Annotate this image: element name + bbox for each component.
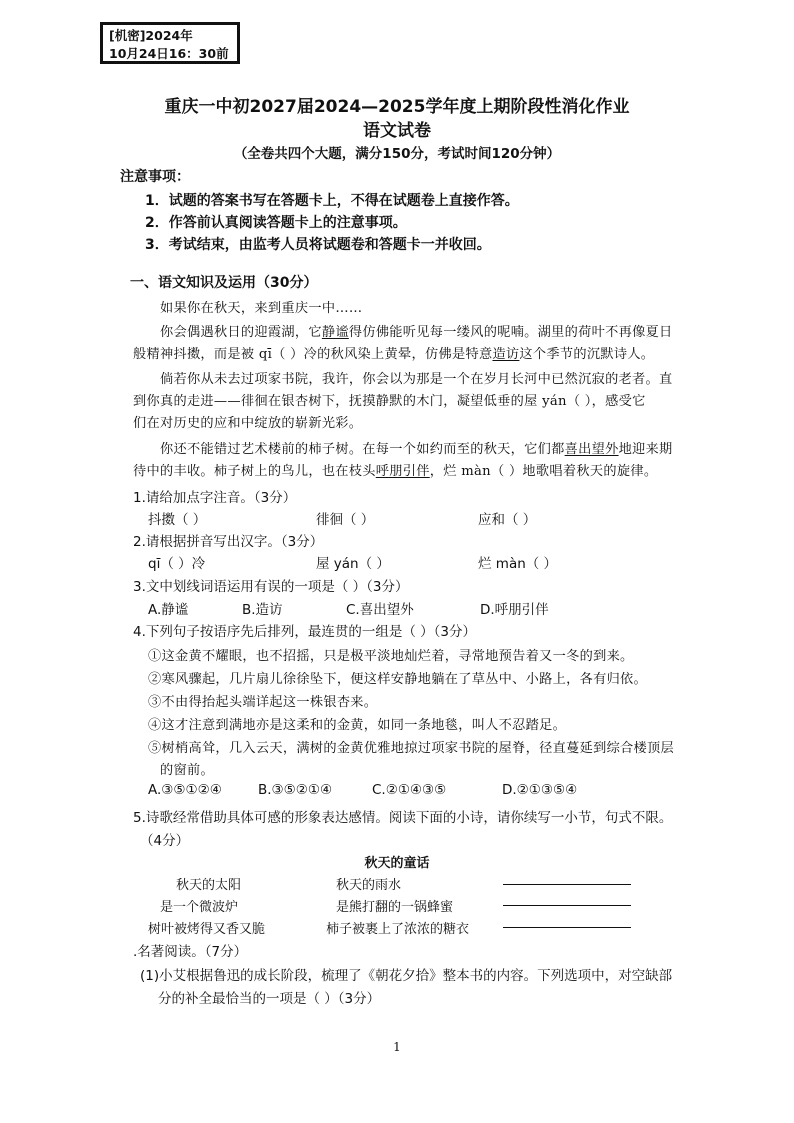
paragraph-3-line-2: 待中的丰收。柿子树上的鸟儿，也在枝头呼朋引伴，烂 màn（ ）地歌唱着秋天的旋律。 <box>133 464 658 479</box>
note-item-2: 2．作答前认真阅读答题卡上的注意事项。 <box>145 215 407 231</box>
q3-option-c: C.喜出望外 <box>346 602 414 618</box>
paragraph-3-line-1: 你还不能错过艺术楼前的柿子树。在每一个如约而至的秋天，它们都喜出望外地迎来期 <box>160 442 673 457</box>
q1-item-1: 抖擞（ ） <box>148 512 207 528</box>
section-intro: 如果你在秋天，来到重庆一中…… <box>160 301 363 316</box>
q4-option-d: D.②①③⑤④ <box>502 782 578 798</box>
notes-heading: 注意事项： <box>120 169 190 185</box>
poem-line-2-right: 是熊打翻的一锅蜂蜜 <box>336 900 454 915</box>
paragraph-2-line-3: 们在对历史的应和中绽放的崭新光彩。 <box>133 416 363 431</box>
q4-sentence-5: ⑤树梢高耸，几入云天，满树的金黄优雅地掠过项家书院的屋脊，径直蔓延到综合楼顶层 <box>148 741 675 756</box>
poem-blank-line-1[interactable] <box>503 884 631 885</box>
question-5: 5.诗歌经常借助具体可感的形象表达感情。阅读下面的小诗，请你续写一小节，句式不限。 <box>133 810 673 826</box>
q4-option-a: A.③⑤①②④ <box>148 782 222 798</box>
confidential-line-2: 10月24日16：30前 <box>109 46 229 61</box>
question-3: 3.文中划线词语运用有误的一项是（ ）（3分） <box>133 579 409 595</box>
poem-blank-line-3[interactable] <box>503 927 631 928</box>
q2-item-3: 烂 màn（ ） <box>478 556 558 572</box>
q3-option-a: A.静谧 <box>148 602 189 618</box>
q4-option-b: B.③⑤②①④ <box>258 782 333 798</box>
page-number: 1 <box>393 1040 401 1054</box>
paragraph-2-line-1: 倘若你从未去过项家书院，我许，你会以为那是一个在岁月长河中已然沉寂的老者。直 <box>160 372 673 387</box>
q2-item-2: 屋 yán（ ） <box>316 556 390 572</box>
q3-option-b: B.造访 <box>242 602 283 618</box>
paragraph-2-line-2: 到你真的走进——徘徊在银杏树下，抚摸静默的木门，凝望低垂的屋 yán（ ），感受它 <box>133 394 646 409</box>
question-2: 2.请根据拼音写出汉字。（3分） <box>133 534 324 550</box>
paragraph-1-line-1: 你会偶遇秋日的迎霞湖，它静谧得仿佛能听见每一缕风的呢喃。湖里的荷叶不再像夏日 <box>160 325 673 340</box>
q4-option-c: C.②①④③⑤ <box>372 782 447 798</box>
underlined-word-xichuwangwai: 喜出望外 <box>564 442 619 457</box>
q3-option-d: D.呼朋引伴 <box>480 602 549 618</box>
underlined-word-jingmi: 静谧 <box>321 325 349 340</box>
q4-sentence-1: ①这金黄不耀眼，也不招摇，只是极平淡地灿烂着，寻常地预告着又一冬的到来。 <box>148 649 634 664</box>
q5-score: （4分） <box>140 833 190 849</box>
poem-line-1-right: 秋天的雨水 <box>336 878 402 893</box>
note-item-1: 1．试题的答案书写在答题卡上，不得在试题卷上直接作答。 <box>145 193 519 209</box>
paragraph-1-line-2: 般精神抖擞，而是被 qī（ ）冷的秋风染上黄晕，仿佛是特意造访这个季节的沉默诗人。 <box>133 347 655 362</box>
q2-item-1: qī（ ）冷 <box>148 556 206 572</box>
q1-item-2: 徘徊（ ） <box>316 512 375 528</box>
q4-sentence-4: ④这才注意到满地亦是这柔和的金黄，如同一条地毯，叫人不忍踏足。 <box>148 718 567 733</box>
underlined-word-hupengyinban: 呼朋引伴 <box>375 464 430 479</box>
note-item-3: 3．考试结束，由监考人员将试题卷和答题卡一并收回。 <box>145 237 491 253</box>
q1-item-3: 应和（ ） <box>478 512 537 528</box>
question-6: .名著阅读。（7分） <box>133 944 248 960</box>
exam-info: （全卷共四个大题，满分150分，考试时间120分钟） <box>233 146 561 162</box>
poem-line-2-left: 是一个微波炉 <box>160 900 239 915</box>
underlined-word-zaofang: 造访 <box>492 347 520 362</box>
poem-line-3-right: 柿子被裹上了浓浓的糖衣 <box>326 922 470 937</box>
poem-line-3-left: 树叶被烤得又香又脆 <box>148 922 266 937</box>
question-4: 4.下列句子按语序先后排列，最连贯的一组是（ ）（3分） <box>133 624 477 640</box>
q4-sentence-5-cont: 的窗前。 <box>160 763 214 778</box>
question-1: 1.请给加点字注音。（3分） <box>133 490 297 506</box>
q4-sentence-2: ②寒风骤起，几片扇儿徐徐坠下，便这样安静地躺在了草丛中、小路上，各有归依。 <box>148 672 648 687</box>
q6-sub-1-line-1: (1)小艾根据鲁迅的成长阶段，梳理了《朝花夕拾》整本书的内容。下列选项中，对空缺部 <box>140 968 673 984</box>
confidential-stamp <box>100 22 240 64</box>
q6-sub-1-line-2: 分的补全最恰当的一项是（ ）（3分） <box>158 991 381 1007</box>
exam-title: 重庆一中初2027届2024—2025学年度上期阶段性消化作业 <box>164 97 630 117</box>
poem-line-1-left: 秋天的太阳 <box>176 878 242 893</box>
q4-sentence-3: ③不由得抬起头端详起这一株银杏来。 <box>148 695 378 710</box>
poem-title: 秋天的童话 <box>364 856 430 871</box>
confidential-line-1: [机密]2024年 <box>109 28 193 43</box>
poem-blank-line-2[interactable] <box>503 905 631 906</box>
section-heading: 一、语文知识及运用（30分） <box>130 275 318 291</box>
exam-subject: 语文试卷 <box>363 121 431 141</box>
